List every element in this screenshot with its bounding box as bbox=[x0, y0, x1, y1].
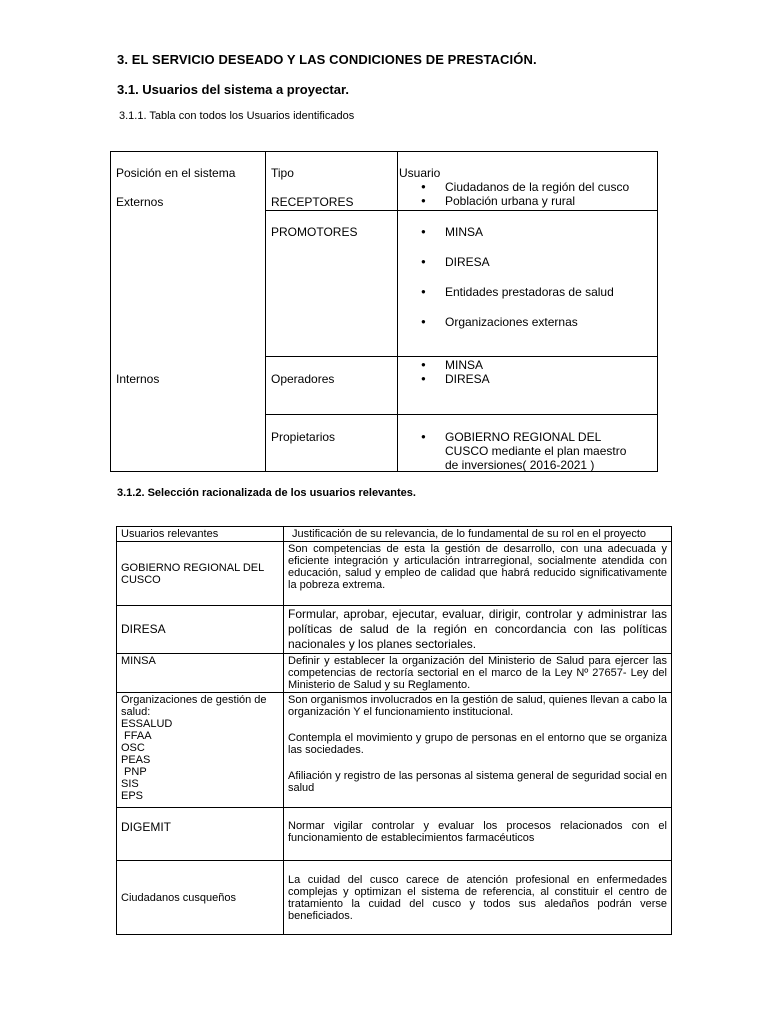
header-usuario: Usuario bbox=[399, 166, 441, 180]
header-tipo: Tipo bbox=[271, 166, 294, 180]
list-item: ● DIRESA bbox=[409, 372, 490, 386]
tipo-operadores: Operadores bbox=[271, 372, 335, 386]
justificacion-cell: La cuidad del cusco carece de atención profesional en enfermedades complejas y optimizan el sistema de referencia, al constituir el centro de tratamiento la cuidad del cusco y todos sus aledaños podrán verse beneficiados. bbox=[284, 861, 672, 935]
header-posicion: Posición en el sistema bbox=[116, 166, 236, 180]
table-row bbox=[117, 654, 672, 693]
paragraph: Son organismos involucrados en la gestión de salud, quienes llevan a cabo la organización Y el funcionamiento institucional. bbox=[288, 694, 667, 718]
usuarios-operadores bbox=[409, 358, 490, 386]
label-externos: Externos bbox=[116, 195, 164, 209]
table-border bbox=[657, 151, 658, 472]
table-row bbox=[117, 693, 672, 808]
usuarios-propietarios bbox=[409, 430, 657, 472]
table-border bbox=[265, 210, 658, 211]
usuarios-promotores bbox=[409, 225, 614, 329]
justificacion-cell: Formular, aprobar, ejecutar, evaluar, dirigir, controlar y administrar las políticas de salud de la región en concordancia con las políticas nacionales y los planes sectoriales. bbox=[284, 606, 672, 654]
table-header-row bbox=[117, 527, 672, 542]
subsection-title: 3.1. Usuarios del sistema a proyectar. bbox=[117, 82, 349, 97]
header-justificacion: Justificación de su relevancia, de lo fundamental de su rol en el proyecto bbox=[284, 527, 672, 542]
usuario-cell: DIRESA bbox=[117, 606, 284, 654]
list-item: ● Organizaciones externas bbox=[409, 315, 614, 329]
usuario-cell: MINSA bbox=[117, 654, 284, 693]
list-item: ● MINSA bbox=[409, 358, 490, 372]
table-border bbox=[110, 151, 111, 472]
list-item: FFAA bbox=[121, 730, 152, 742]
justificacion-cell: Normar vigilar controlar y evaluar los procesos relacionados con el funcionamiento de establecimientos farmacéuticos bbox=[284, 808, 672, 861]
usuario-cell: GOBIERNO REGIONAL DEL CUSCO bbox=[117, 542, 284, 606]
justificacion-cell: Definir y establecer la organización del Ministerio de Salud para ejercer las competencias de rectoría sectorial en el marco de la Ley Nº 27657- Ley del Ministerio de Salud y su Reglamento. bbox=[284, 654, 672, 693]
usuario-cell: Ciudadanos cusqueños bbox=[117, 861, 284, 935]
table2-caption: 3.1.2. Selección racionalizada de los usuarios relevantes. bbox=[117, 487, 416, 499]
table-row bbox=[117, 542, 672, 606]
list-item: ● GOBIERNO REGIONAL DEL CUSCO mediante el plan maestro de inversiones( 2016-2021 ) bbox=[409, 430, 643, 472]
table-border bbox=[110, 151, 658, 152]
header-usuarios-relevantes: Usuarios relevantes bbox=[117, 527, 284, 542]
tipo-receptores: RECEPTORES bbox=[271, 195, 354, 209]
list-item: ● Entidades prestadoras de salud bbox=[409, 285, 614, 299]
usuarios-receptores bbox=[409, 180, 629, 208]
section-title: 3. EL SERVICIO DESEADO Y LAS CONDICIONES DE PRESTACIÓN. bbox=[117, 52, 537, 67]
list-item: ESSALUD bbox=[121, 718, 173, 730]
paragraph: Afiliación y registro de las personas al sistema general de seguridad social en salud bbox=[288, 770, 667, 794]
paragraph: Contempla el movimiento y grupo de personas en el entorno que se organiza las sociedades. bbox=[288, 732, 667, 756]
table-border bbox=[265, 151, 266, 472]
table-border bbox=[265, 414, 658, 415]
tipo-propietarios: Propietarios bbox=[271, 430, 336, 444]
justificacion-cell: Son competencias de esta la gestión de desarrollo, con una adecuada y eficiente integración y articulación intrarregional, socialmente atendida con educación, salud y empleo de calidad que habrá reducido significativamente la pobreza extrema. bbox=[284, 542, 672, 606]
list-item: ● MINSA bbox=[409, 225, 614, 239]
usuario-cell bbox=[117, 693, 284, 808]
list-item: OSC bbox=[121, 742, 145, 754]
tipo-promotores: PROMOTORES bbox=[271, 225, 358, 239]
usuario-cell: DIGEMIT bbox=[117, 808, 284, 861]
list-item: ● DIRESA bbox=[409, 255, 614, 269]
justificacion-cell bbox=[284, 693, 672, 808]
label-internos: Internos bbox=[116, 372, 160, 386]
table-row bbox=[117, 808, 672, 861]
list-item: ● Ciudadanos de la región del cusco bbox=[409, 180, 629, 194]
users-table bbox=[110, 151, 658, 472]
list-item: PEAS bbox=[121, 754, 151, 766]
table-row bbox=[117, 861, 672, 935]
table-border bbox=[265, 356, 658, 357]
list-item: ● Población urbana y rural bbox=[409, 194, 629, 208]
relevant-users-table bbox=[116, 526, 672, 935]
list-item: SIS bbox=[121, 778, 139, 790]
list-item: PNP bbox=[121, 766, 147, 778]
table-row bbox=[117, 606, 672, 654]
usuario-label: Organizaciones de gestión de salud: bbox=[121, 694, 267, 718]
table1-caption: 3.1.1. Tabla con todos los Usuarios identificados bbox=[119, 110, 355, 122]
list-item: EPS bbox=[121, 790, 144, 802]
table-border bbox=[397, 151, 398, 472]
